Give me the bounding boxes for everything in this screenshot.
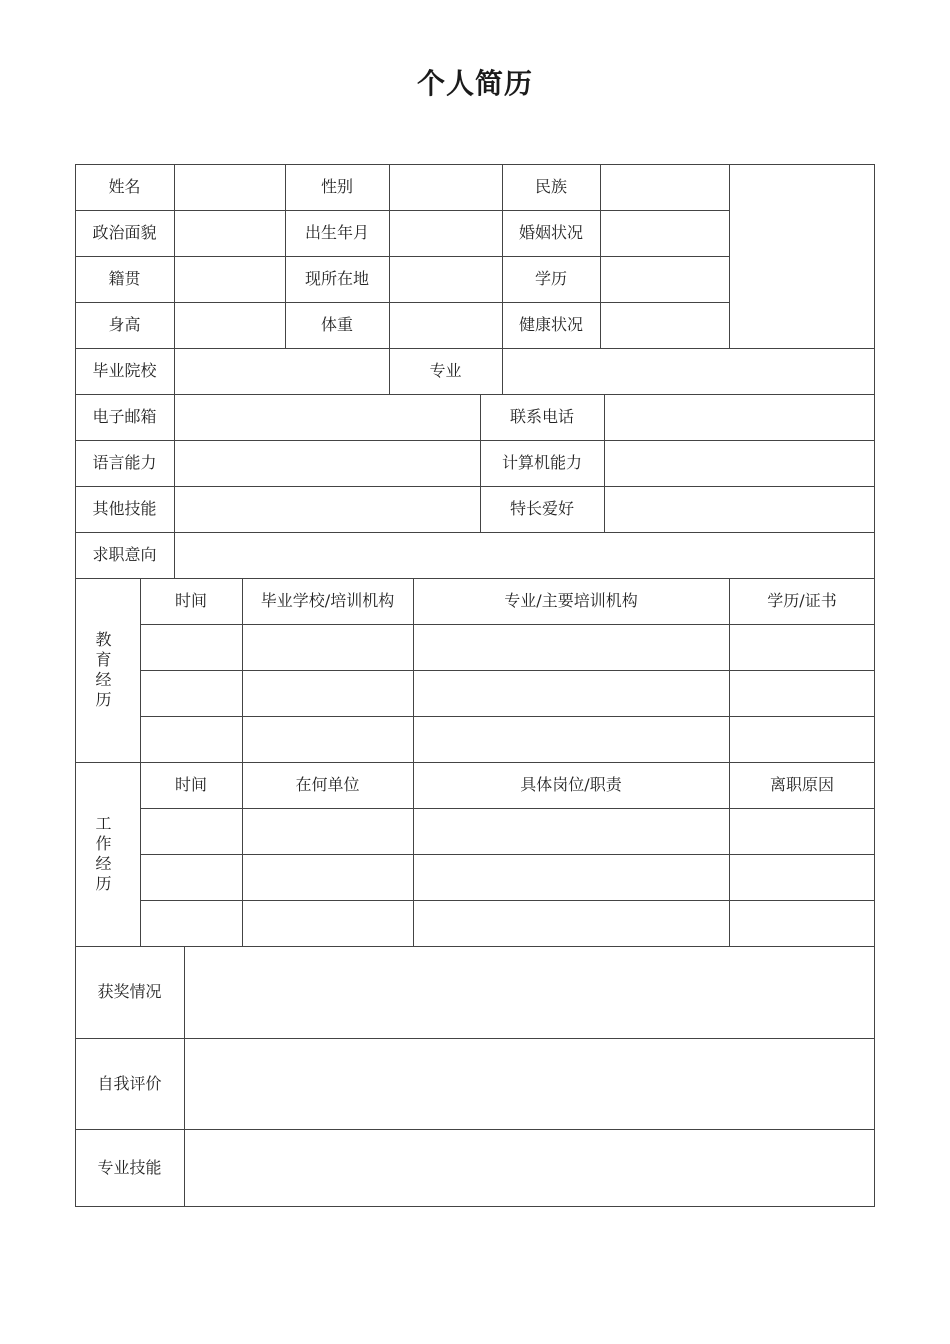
language-label: 语言能力 [92,453,157,472]
education-section-label [75,578,140,762]
major-label: 专业 [429,361,462,380]
political-status-field[interactable] [175,211,285,256]
edu-header-school: 毕业学校/培训机构 [260,591,395,610]
weight-field[interactable] [390,303,502,348]
work-header-position: 具体岗位/职责 [520,775,622,794]
page-title: 个人简历 [416,67,533,100]
awards-field[interactable] [185,947,874,1038]
language-field[interactable] [175,441,480,486]
current-location-label: 现所在地 [304,269,369,288]
current-location-field[interactable] [390,257,502,302]
native-place-label: 籍贯 [108,269,141,288]
education-label: 学历 [534,269,567,288]
work-header-leave-reason: 离职原因 [769,775,834,794]
edu-header-major: 专业/主要培训机构 [504,591,638,610]
self-evaluation-field[interactable] [185,1039,874,1129]
hobbies-field[interactable] [605,487,874,532]
computer-label: 计算机能力 [501,453,582,472]
health-field[interactable] [601,303,729,348]
other-skills-field[interactable] [175,487,480,532]
education-section-text: 教 育 经 历 [95,630,120,709]
marital-status-field[interactable] [601,211,729,256]
other-skills-label: 其他技能 [92,499,157,518]
work-row-3[interactable] [141,901,874,946]
edu-header-degree: 学历/证书 [767,591,837,610]
school-field[interactable] [175,349,389,394]
photo-area[interactable] [730,165,874,348]
professional-skills-label: 专业技能 [97,1157,162,1177]
name-label: 姓名 [108,177,141,196]
resume-form [75,164,875,1207]
gender-label: 性别 [320,177,353,196]
edu-row-2[interactable] [141,671,874,716]
school-label: 毕业院校 [92,361,157,380]
edu-row-1[interactable] [141,625,874,670]
name-field[interactable] [175,165,285,210]
ethnicity-label: 民族 [534,177,567,196]
job-intention-label: 求职意向 [92,545,157,564]
email-field[interactable] [175,395,480,440]
work-row-1[interactable] [141,809,874,854]
work-section-label [75,762,140,946]
work-header-time: 时间 [174,775,207,794]
edu-row-3[interactable] [141,717,874,762]
edu-header-time: 时间 [174,591,207,610]
health-label: 健康状况 [518,315,583,334]
job-intention-field[interactable] [175,533,874,578]
email-label: 电子邮箱 [92,407,157,426]
self-evaluation-label: 自我评价 [97,1073,162,1093]
work-header-employer: 在何单位 [295,775,360,794]
political-status-label: 政治面貌 [92,223,157,242]
height-field[interactable] [175,303,285,348]
native-place-field[interactable] [175,257,285,302]
birth-date-field[interactable] [390,211,502,256]
professional-skills-field[interactable] [185,1130,874,1206]
ethnicity-field[interactable] [601,165,729,210]
hobbies-label: 特长爱好 [509,499,574,518]
gender-field[interactable] [390,165,502,210]
awards-label: 获奖情况 [97,982,162,1001]
computer-field[interactable] [605,441,874,486]
marital-status-label: 婚姻状况 [518,223,583,242]
phone-field[interactable] [605,395,874,440]
work-row-2[interactable] [141,855,874,900]
weight-label: 体重 [320,315,353,334]
education-field[interactable] [601,257,729,302]
work-section-text: 工 作 经 历 [95,814,120,893]
height-label: 身高 [108,315,141,334]
major-field[interactable] [503,349,874,394]
phone-label: 联系电话 [509,407,574,426]
birth-date-label: 出生年月 [304,223,369,242]
